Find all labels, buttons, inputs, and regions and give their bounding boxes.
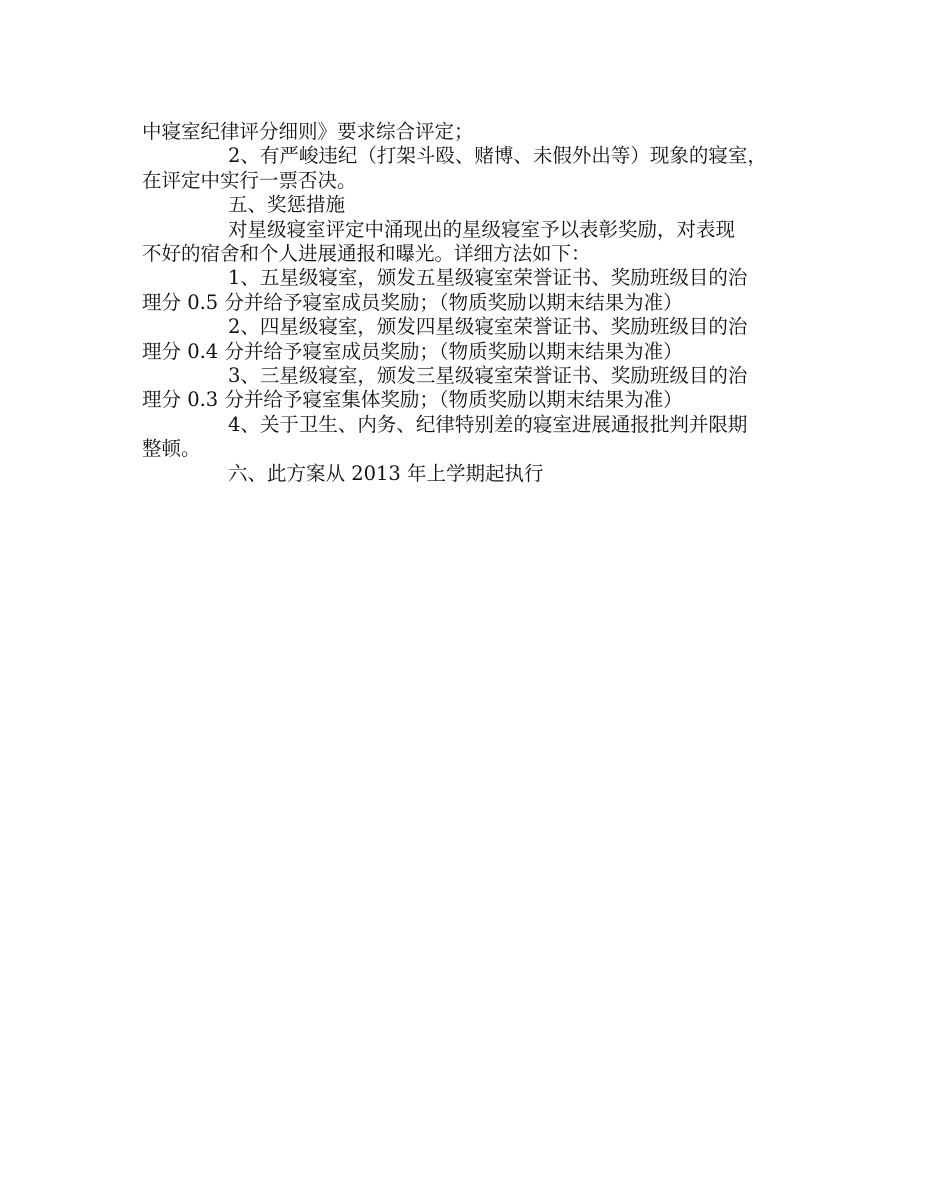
text-line: 理分 0.5 分并给予寝室成员奖励；（物质奖励以期末结果为准） — [142, 290, 683, 314]
text-line: 对星级寝室评定中涌现出的星级寝室予以表彰奖励，对表现 — [228, 217, 736, 241]
text-line: 整顿。 — [142, 437, 201, 461]
text-line: 理分 0.3 分并给予寝室集体奖励；（物质奖励以期末结果为准） — [142, 388, 683, 412]
text-line: 理分 0.4 分并给予寝室成员奖励；（物质奖励以期末结果为准） — [142, 339, 683, 363]
section-heading: 五、奖惩措施 — [228, 193, 346, 217]
text-line: 3、三星级寝室，颁发三星级寝室荣誉证书、奖励班级目的治 — [228, 364, 748, 388]
text-line: 1、五星级寝室，颁发五星级寝室荣誉证书、奖励班级目的治 — [228, 266, 748, 290]
text-line: 2、四星级寝室，颁发四星级寝室荣誉证书、奖励班级目的治 — [228, 315, 748, 339]
text-line: 中寝室纪律评分细则》要求综合评定； — [142, 120, 474, 143]
text-line: 2、有严峻违纪（打架斗殴、赌博、未假外出等）现象的寝室， — [228, 144, 767, 168]
text-line: 不好的宿舍和个人进展通报和曝光。详细方法如下： — [142, 242, 591, 266]
text-line: 4、关于卫生、内务、纪律特别差的寝室进展通报批判并限期 — [228, 412, 748, 436]
document-body — [142, 120, 832, 486]
section-heading: 六、此方案从 2013 年上学期起执行 — [228, 461, 544, 485]
text-line: 在评定中实行一票否决。 — [142, 168, 357, 192]
